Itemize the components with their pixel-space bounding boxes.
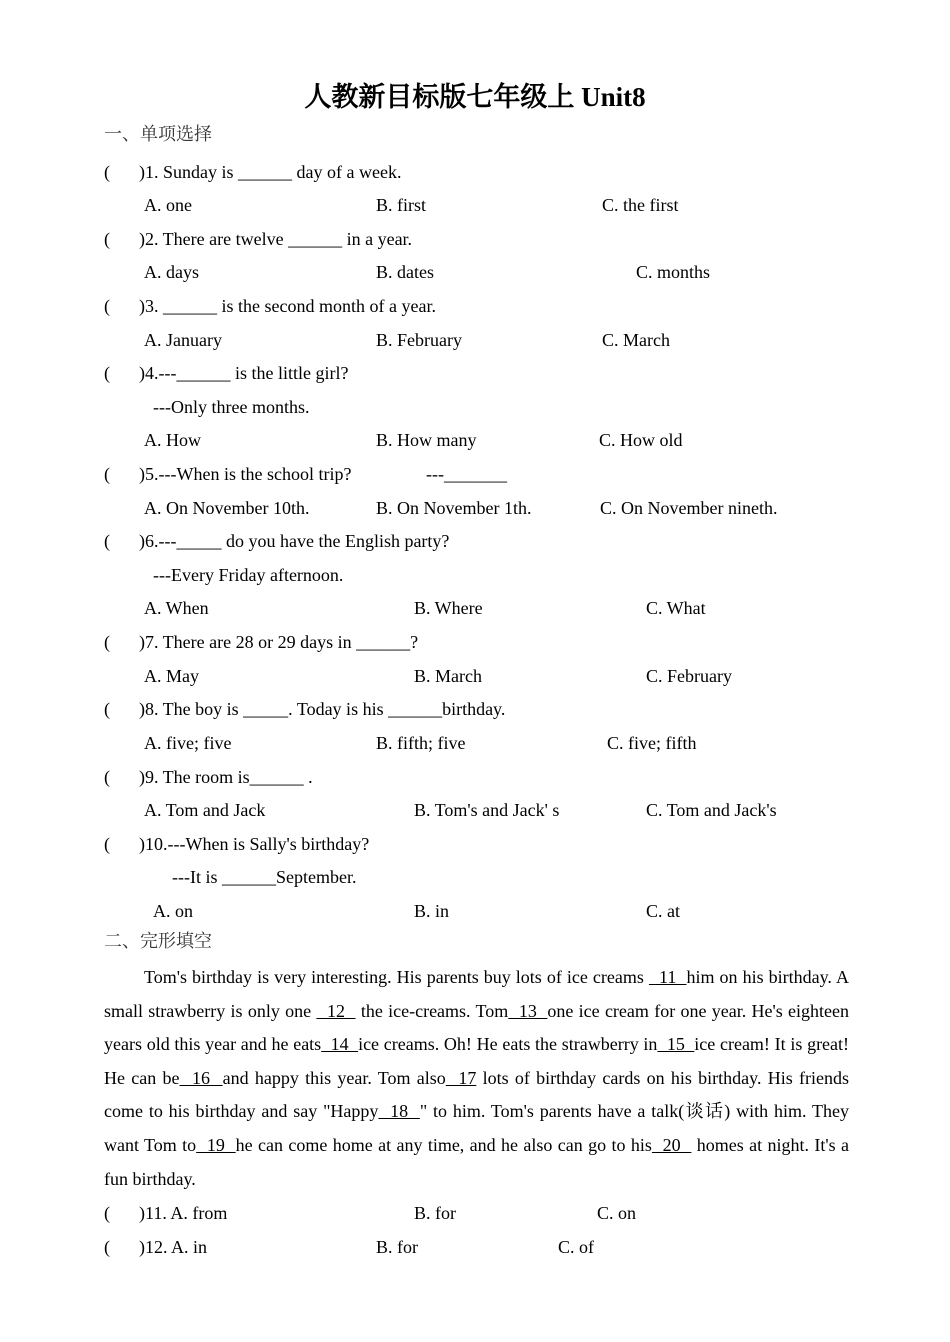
option-c: C. How old xyxy=(599,430,683,450)
option-b: B. dates xyxy=(376,262,434,282)
option-c: C. at xyxy=(646,901,680,921)
answer-paren: ( xyxy=(104,162,110,182)
option-c: C. months xyxy=(636,262,711,282)
question-stem: )5.---When is the school trip? xyxy=(139,464,352,484)
passage-text: ice creams. Oh! He eats the strawberry in xyxy=(358,1034,658,1055)
question-response: ---It is ______September. xyxy=(172,867,357,887)
passage-text: he can come home at any time, and he also can go to his xyxy=(235,1134,652,1155)
question-stem: )6.---_____ do you have the English party? xyxy=(139,531,450,551)
question-stem: )4.---______ is the little girl? xyxy=(139,363,349,383)
option-a: A. Tom and Jack xyxy=(144,800,266,820)
option-c: C. on xyxy=(597,1203,637,1223)
answer-paren: ( xyxy=(104,632,110,652)
option-a: A. On November 10th. xyxy=(144,498,310,518)
passage-text: one ice cream for one year. He's eighteen years old this year and he eats xyxy=(104,1000,849,1055)
option-b: B. for xyxy=(376,1237,418,1257)
option-a: A. January xyxy=(144,330,222,350)
option-c: C. March xyxy=(602,330,670,350)
option-b: B. March xyxy=(414,666,482,686)
question-response: ---Only three months. xyxy=(153,397,310,417)
passage-text: him on his birthday. A small strawberry is only one xyxy=(104,967,849,1021)
blank-12: 12 xyxy=(316,1000,356,1021)
blank-19: 19 xyxy=(196,1134,236,1155)
passage-text: homes at night. It's a fun birthday. xyxy=(104,1134,849,1189)
option-b: B. How many xyxy=(376,430,477,450)
answer-paren: ( xyxy=(104,296,110,316)
blank-20: 20 xyxy=(651,1134,692,1155)
section-heading-single-choice: 一、单项选择 xyxy=(104,124,212,145)
option-b: B. in xyxy=(414,901,450,921)
option-a: A. one xyxy=(144,195,192,215)
cloze-question-stem: )12. A. in xyxy=(139,1237,208,1257)
option-c: C. On November nineth. xyxy=(600,498,778,518)
question-stem: )8. The boy is _____. Today is his ______birthday. xyxy=(139,699,506,719)
passage-text: and happy this year. Tom also xyxy=(222,1067,446,1088)
answer-paren: ( xyxy=(104,699,110,719)
section-heading-cloze: 二、完形填空 xyxy=(104,931,212,952)
option-a: A. on xyxy=(153,901,193,921)
answer-paren: ( xyxy=(104,834,110,854)
answer-paren: ( xyxy=(104,531,110,551)
question-stem: )1. Sunday is ______ day of a week. xyxy=(139,162,402,182)
passage-text: Tom's birthday is very interesting. His parents buy lots of ice creams xyxy=(144,967,649,987)
question-response: ---Every Friday afternoon. xyxy=(153,565,344,585)
option-a: A. May xyxy=(144,666,199,686)
answer-paren: ( xyxy=(104,1203,110,1223)
blank-14: 14 xyxy=(321,1034,359,1055)
question-stem: )9. The room is______ . xyxy=(139,767,313,787)
option-a: A. How xyxy=(144,430,201,450)
blank-17: 17 xyxy=(445,1067,477,1088)
passage-text: ice cream! It is great! He can be xyxy=(104,1034,850,1088)
answer-paren: ( xyxy=(104,464,110,484)
question-stem: )2. There are twelve ______ in a year. xyxy=(139,229,413,249)
cloze-question-stem: )11. A. from xyxy=(139,1203,228,1223)
question-stem: )3. ______ is the second month of a year. xyxy=(139,296,436,316)
option-c: C. February xyxy=(646,666,732,686)
option-b: B. On November 1th. xyxy=(376,498,532,518)
answer-paren: ( xyxy=(104,363,110,383)
option-b: B. fifth; five xyxy=(376,733,466,753)
page-title: 人教新目标版七年级上 Unit8 xyxy=(304,82,646,112)
option-c: C. five; fifth xyxy=(607,733,697,753)
blank-13: 13 xyxy=(508,1000,548,1021)
option-b: B. Tom's and Jack' s xyxy=(414,800,560,820)
blank-15: 15 xyxy=(657,1034,695,1055)
option-a: A. When xyxy=(144,598,209,618)
question-stem: )7. There are 28 or 29 days in ______? xyxy=(139,632,419,652)
passage-text: lots of birthday cards on his birthday. His friends come to his birthday and say "Happy xyxy=(104,1067,850,1122)
blank-18: 18 xyxy=(378,1101,420,1122)
answer-paren: ( xyxy=(104,1237,110,1257)
passage-text: " to him. Tom's parents have a talk(谈话) with him. They want Tom to xyxy=(104,1101,850,1155)
option-b: B. first xyxy=(376,195,427,215)
option-b: B. Where xyxy=(414,598,483,618)
question-stem: )10.---When is Sally's birthday? xyxy=(139,834,370,854)
blank-11: 11 xyxy=(648,967,687,987)
option-b: B. February xyxy=(376,330,462,350)
option-c: C. of xyxy=(558,1237,594,1257)
cloze-passage xyxy=(104,961,849,1196)
option-a: A. five; five xyxy=(144,733,232,753)
option-c: C. Tom and Jack's xyxy=(646,800,777,820)
passage-text: the ice-creams. Tom xyxy=(355,1000,509,1021)
answer-paren: ( xyxy=(104,767,110,787)
option-c: C. the first xyxy=(602,195,679,215)
option-c: C. What xyxy=(646,598,706,618)
option-a: A. days xyxy=(144,262,199,282)
answer-paren: ( xyxy=(104,229,110,249)
question-response: ---_______ xyxy=(426,464,507,484)
option-b: B. for xyxy=(414,1203,456,1223)
blank-16: 16 xyxy=(179,1067,223,1088)
